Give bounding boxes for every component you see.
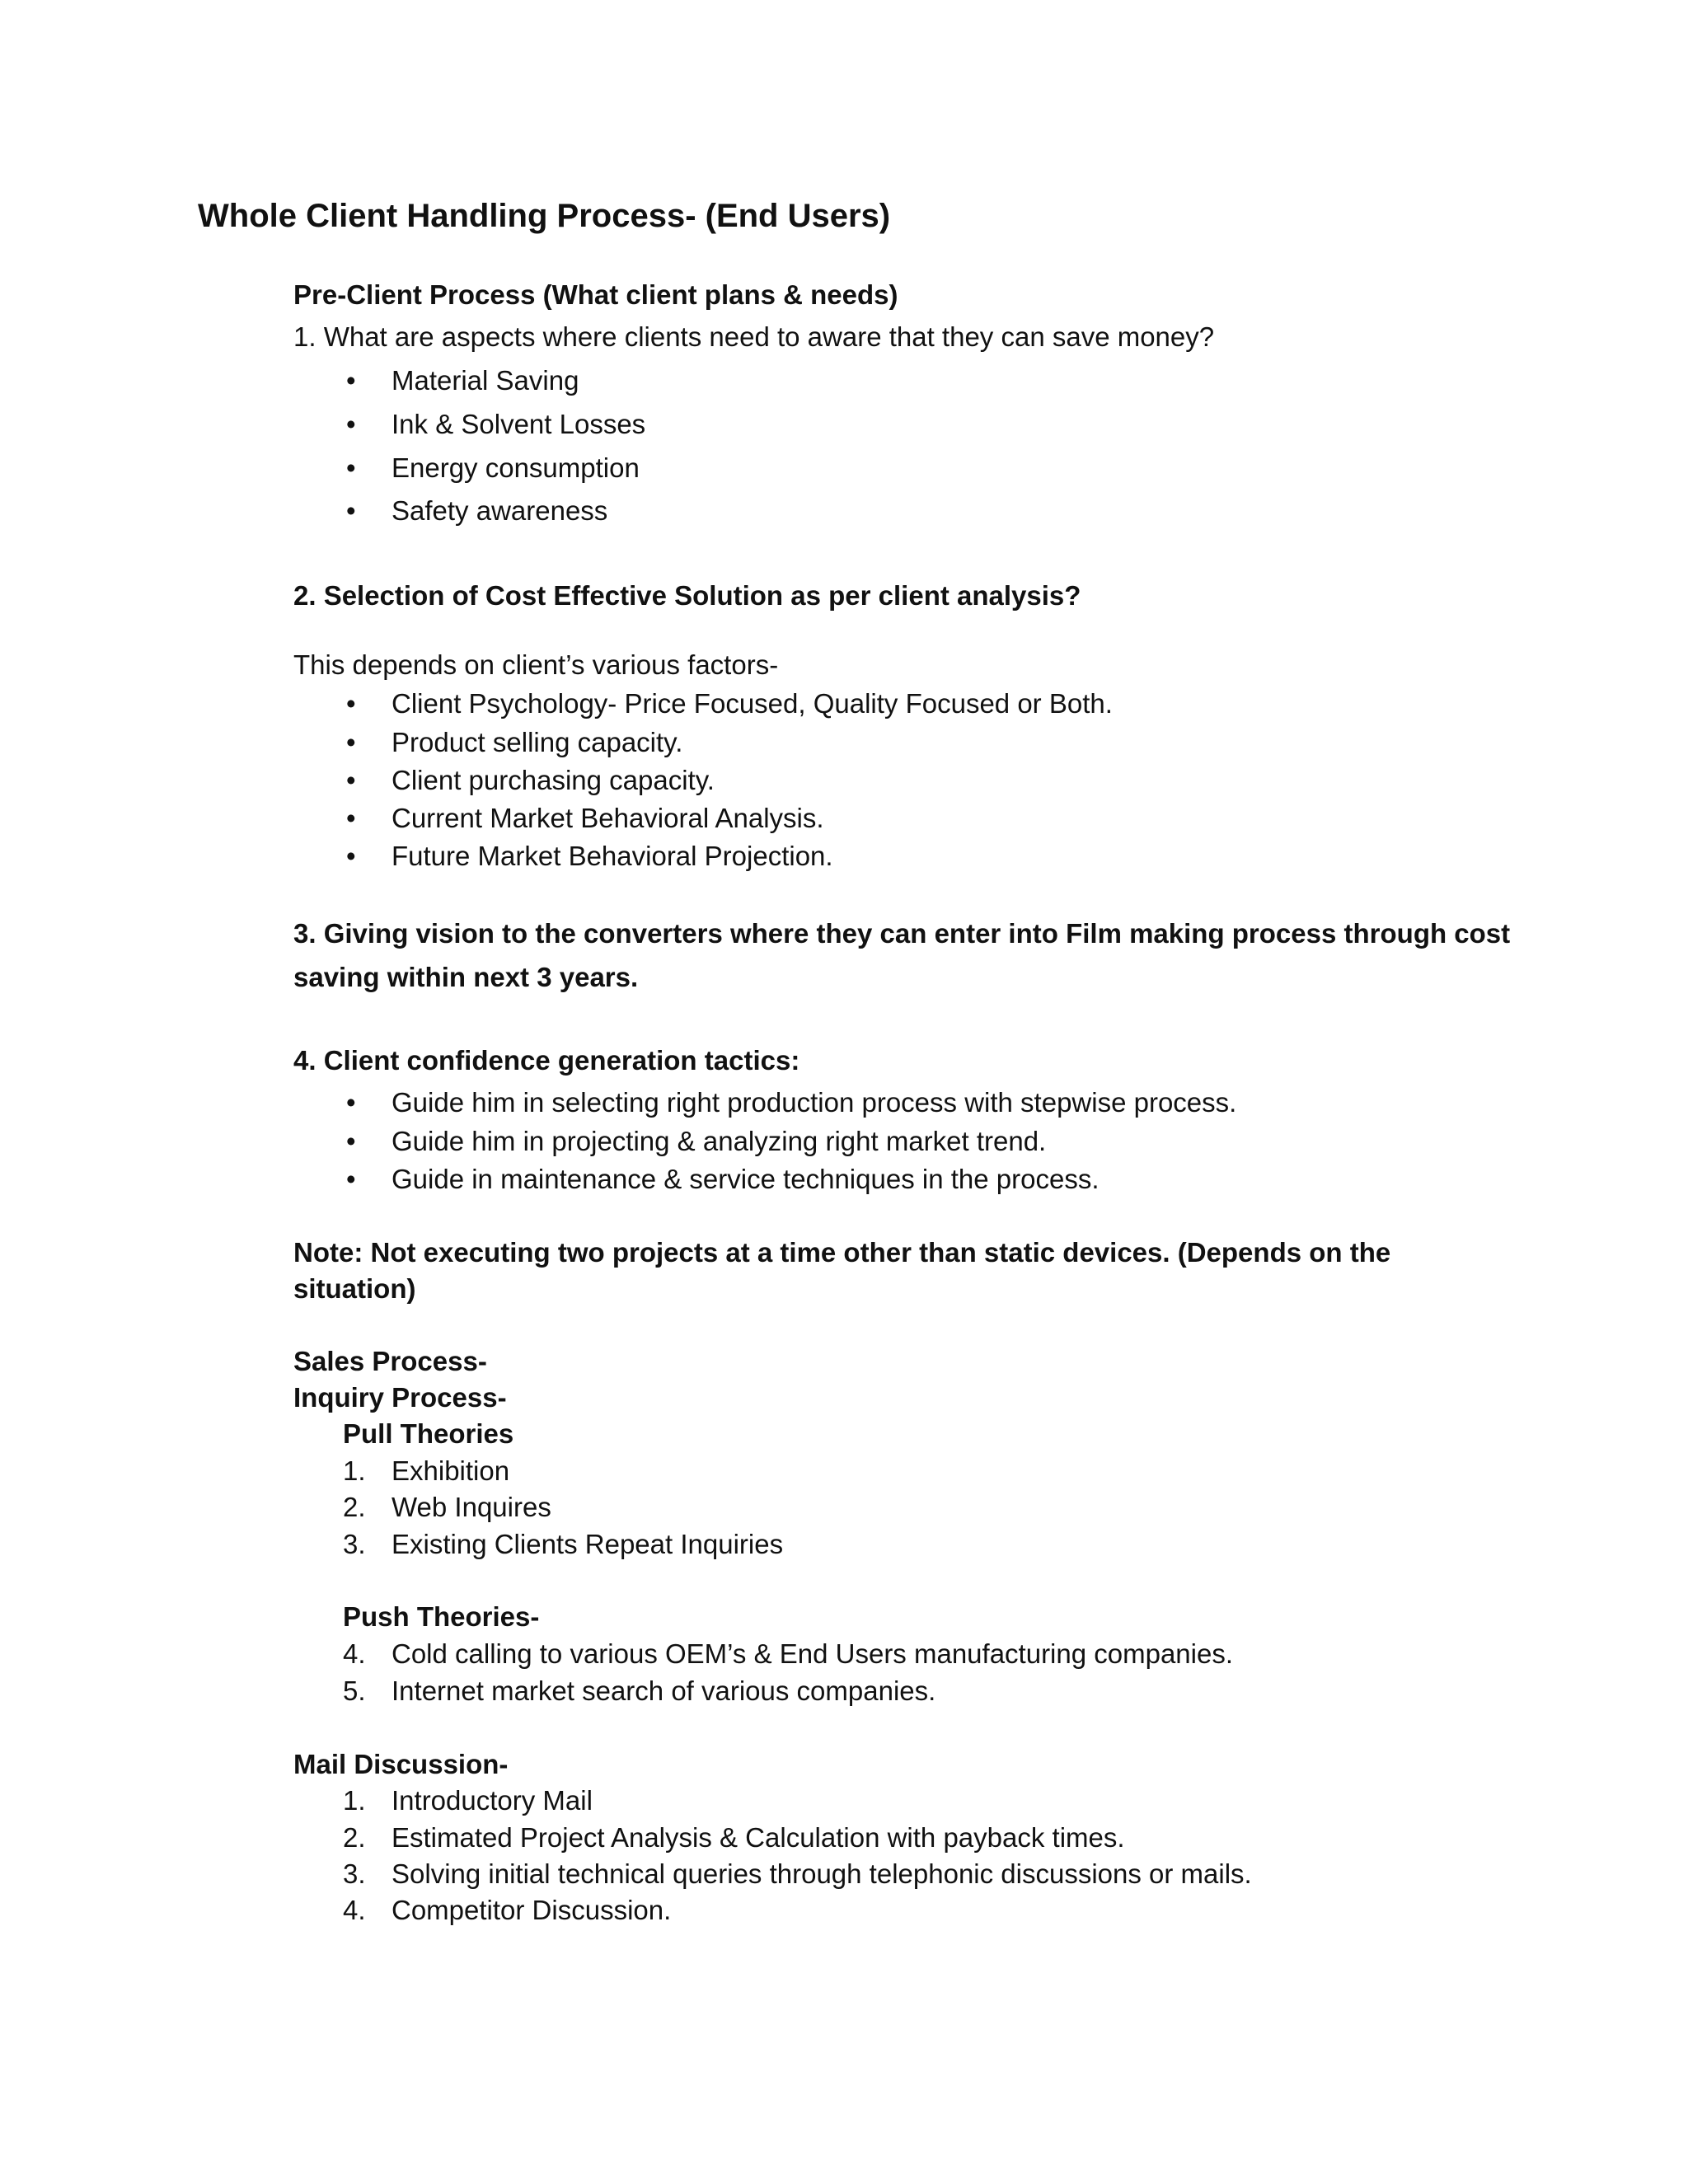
list-number: 4. (343, 1895, 366, 1925)
sales-process-heading: Sales Process- (293, 1346, 487, 1376)
push-item-2: Internet market search of various companies. (392, 1675, 936, 1706)
question-2: 2. Selection of Cost Effective Solution as per client analysis? (293, 580, 1081, 611)
question-1: 1. What are aspects where clients need to aware that they can save money? (293, 321, 1215, 352)
mail-item-1: Introductory Mail (392, 1785, 593, 1816)
pull-item-2: Web Inquires (392, 1492, 551, 1522)
bullet-icon: • (346, 495, 356, 526)
q4-item-1: Guide him in selecting right production process with stepwise process. (392, 1087, 1237, 1118)
push-item-1: Cold calling to various OEM’s & End Users manufacturing companies. (392, 1638, 1234, 1669)
list-number: 2. (343, 1822, 366, 1853)
pull-item-1: Exhibition (392, 1455, 510, 1486)
q4-item-2: Guide him in projecting & analyzing right market trend. (392, 1126, 1047, 1156)
pre-client-heading: Pre-Client Process (What client plans & needs) (293, 279, 898, 310)
pull-theories-heading: Pull Theories (343, 1418, 514, 1449)
list-number: 3. (343, 1529, 366, 1559)
bullet-icon: • (346, 727, 356, 757)
q2-item-3: Client purchasing capacity. (392, 765, 715, 795)
bullet-icon: • (346, 765, 356, 795)
bullet-icon: • (346, 803, 356, 833)
mail-discussion-heading: Mail Discussion- (293, 1749, 509, 1779)
q2-item-5: Future Market Behavioral Projection. (392, 841, 833, 871)
list-number: 1. (343, 1785, 366, 1816)
list-number: 1. (343, 1455, 366, 1486)
bullet-icon: • (346, 688, 356, 719)
question-2-intro: This depends on client’s various factors- (293, 649, 779, 680)
q2-item-4: Current Market Behavioral Analysis. (392, 803, 824, 833)
bullet-icon: • (346, 452, 356, 483)
bullet-icon: • (346, 365, 356, 396)
bullet-icon: • (346, 841, 356, 871)
q1-item-3: Energy consumption (392, 452, 640, 483)
q4-item-3: Guide in maintenance & service techniques in the process. (392, 1164, 1100, 1194)
mail-item-4: Competitor Discussion. (392, 1895, 672, 1925)
bullet-icon: • (346, 1164, 356, 1194)
note-line-1: Note: Not executing two projects at a time other than static devices. (Depends on the (293, 1237, 1391, 1268)
inquiry-process-heading: Inquiry Process- (293, 1382, 507, 1413)
list-number: 3. (343, 1858, 366, 1889)
question-3-line-1: 3. Giving vision to the converters where they can enter into Film making process through cost (293, 918, 1511, 949)
list-number: 2. (343, 1492, 366, 1522)
q2-item-1: Client Psychology- Price Focused, Quality Focused or Both. (392, 688, 1113, 719)
question-3-line-2: saving within next 3 years. (293, 962, 639, 992)
mail-item-3: Solving initial technical queries through telephonic discussions or mails. (392, 1858, 1252, 1889)
q1-item-2: Ink & Solvent Losses (392, 409, 646, 439)
question-4: 4. Client confidence generation tactics: (293, 1045, 800, 1076)
bullet-icon: • (346, 1126, 356, 1156)
mail-item-2: Estimated Project Analysis & Calculation with payback times. (392, 1822, 1125, 1853)
bullet-icon: • (346, 1087, 356, 1118)
note-line-2: situation) (293, 1273, 416, 1304)
q2-item-2: Product selling capacity. (392, 727, 683, 757)
list-number: 5. (343, 1675, 366, 1706)
pull-item-3: Existing Clients Repeat Inquiries (392, 1529, 784, 1559)
push-theories-heading: Push Theories- (343, 1601, 540, 1632)
q1-item-4: Safety awareness (392, 495, 608, 526)
document-title: Whole Client Handling Process- (End Users) (198, 198, 891, 234)
bullet-icon: • (346, 409, 356, 439)
q1-item-1: Material Saving (392, 365, 579, 396)
list-number: 4. (343, 1638, 366, 1669)
